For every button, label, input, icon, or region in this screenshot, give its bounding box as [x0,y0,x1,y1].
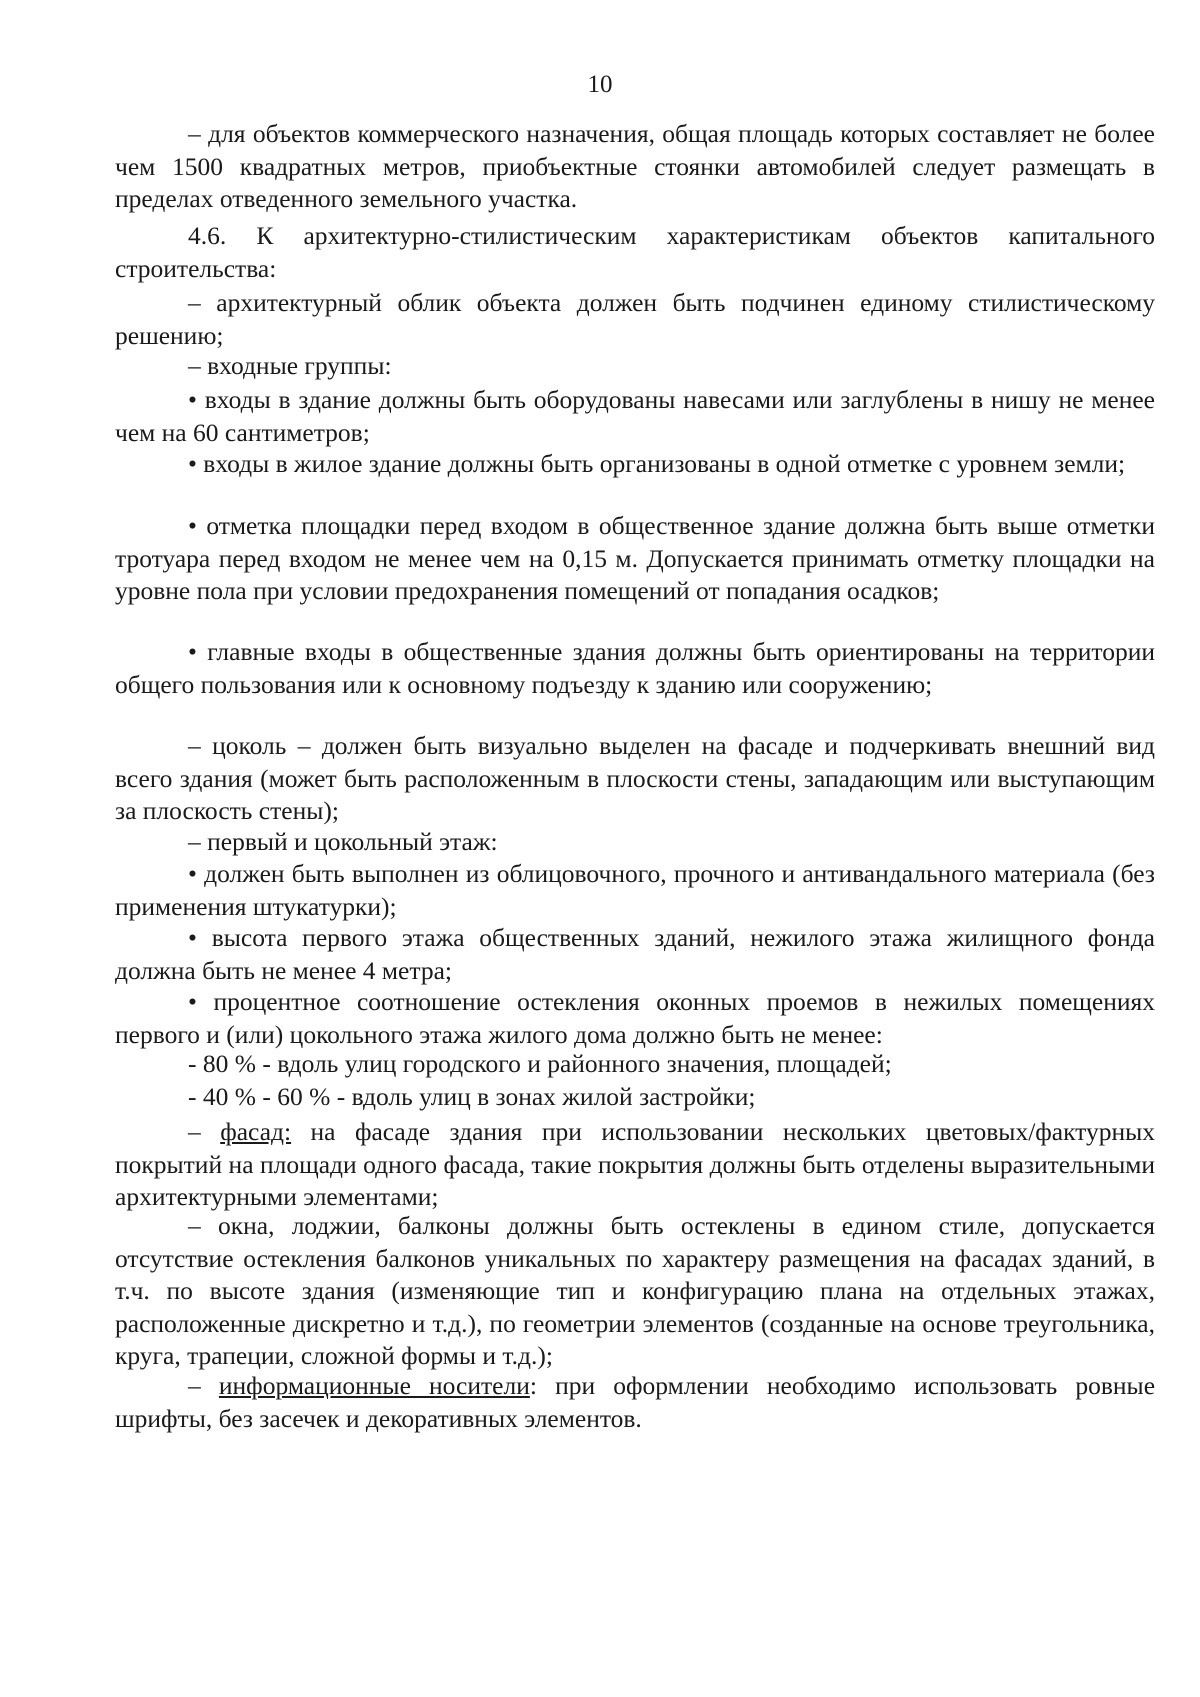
paragraph-bullet-main-entrances: • главные входы в общественные здания должны быть ориентированы на территории общего пользования или к основному подъезду к зданию или сооружению; [115,637,1155,699]
info-carriers-lead: – [188,1371,219,1400]
paragraph-bullet-ground-level: • входы в жилое здание должны быть организованы в одной отметке с уровнем земли; [188,449,1126,478]
info-carriers-rest: : при оформлении необходимо использовать ровные шрифты, без засечек и декоративных элементов. [115,1371,1156,1433]
paragraph-4-6-heading: 4.6. К архитектурно-стилистическим характеристикам объектов капитального строительства: [115,221,1155,283]
info-carriers-term: информационные носители [218,1371,530,1400]
paragraph-commercial-parking: – для объектов коммерческого назначения, общая площадь которых составляет не более чем 1500 квадратных метров, приобъектные стоянки автомобилей следует размещать в пределах отведенного земельного участка. [115,119,1155,213]
facade-lead: – [188,1117,221,1146]
paragraph-first-floor: – первый и цокольный этаж: [188,827,498,856]
paragraph-plinth: – цоколь – должен быть визуально выделен на фасаде и подчеркивать внешний вид всего здания (может быть расположенным в плоскости стены, западающим или выступающим за плоскость стены); [115,731,1155,825]
paragraph-bullet-facing-material: • должен быть выполнен из облицовочного, прочного и антивандального материала (без применения штукатурки); [115,859,1155,921]
facade-rest: на фасаде здания при использовании нескольких цветовых/фактурных покрытий на площади одного фасада, такие покрытия должны быть отделены выразительными архитектурными элементами; [115,1117,1156,1211]
paragraph-bullet-floor-height: • высота первого этажа общественных зданий, нежилого этажа жилищного фонда должна быть не менее 4 метра; [115,923,1155,985]
paragraph-bullet-glazing-ratio: • процентное соотношение остекления оконных проемов в нежилых помещениях первого и (или) цокольного этажа жилого дома должно быть не менее: [115,987,1155,1049]
paragraph-80-percent: - 80 % - вдоль улиц городского и районного значения, площадей; [188,1049,892,1078]
facade-term: фасад: [220,1117,292,1146]
paragraph-architectural-appearance: – архитектурный облик объекта должен быть подчинен единому стилистическому решению; [115,288,1155,350]
paragraph-bullet-canopies: • входы в здание должны быть оборудованы навесами или заглублены в нишу не менее чем на 60 сантиметров; [115,385,1155,447]
paragraph-bullet-platform-level: • отметка площадки перед входом в общественное здание должна быть выше отметки тротуара перед входом не менее чем на 0,15 м. Допускается принимать отметку площадки на уровне пола при условии предохранения помещений от попадания осадков; [115,511,1155,605]
page-number: 10 [587,71,613,98]
paragraph-windows-balconies: – окна, лоджии, балконы должны быть остеклены в едином стиле, допускается отсутствие остекления балконов уникальных по характеру размещения на фасадах зданий, в т.ч. по высоте здания (изменяющие тип и конфигурацию плана на отдельных этажах, расположенные дискретно и т.д.), по геометрии элементов (созданные на основе треугольника, круга, трапеции, сложной формы и т.д.); [115,1211,1155,1370]
paragraph-40-60-percent: - 40 % - 60 % - вдоль улиц в зонах жилой застройки; [188,1082,756,1111]
paragraph-facade [115,1116,1155,1214]
paragraph-entrance-groups: – входные группы: [188,351,392,380]
paragraph-info-carriers [115,1370,1155,1435]
